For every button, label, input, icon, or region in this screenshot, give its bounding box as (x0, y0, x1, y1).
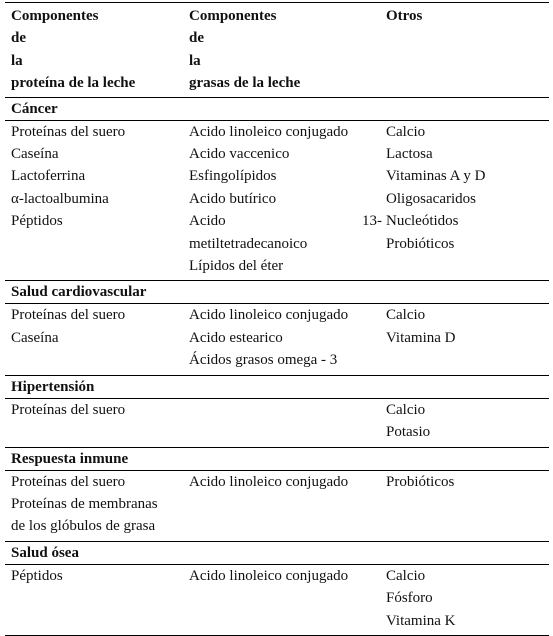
table-body (5, 98, 549, 636)
header-others (382, 5, 549, 95)
cell-word: 13- (362, 213, 382, 230)
table-header-row (5, 3, 549, 97)
cell-line: Calcio (386, 307, 426, 324)
protein-cell (5, 565, 186, 632)
cell-line: Péptidos (11, 213, 63, 230)
cell-line: Proteínas del suero (11, 401, 126, 418)
cell-line: Calcio (386, 123, 426, 140)
header-word: la (11, 52, 23, 69)
cell-line (189, 210, 382, 232)
cell-line: Ácidos grasos omega - 3 (189, 352, 338, 369)
cell-line: Acido linoleico conjugado (189, 473, 349, 490)
cell-line: Oligosacaridos (386, 190, 476, 207)
cell-line: Péptidos (11, 567, 63, 584)
cell-line: Vitamina D (386, 329, 456, 346)
cell-line: Nucleótidos (386, 213, 459, 230)
cell-word: Acido (189, 213, 226, 230)
header-col2-line1 (189, 5, 382, 72)
header-word: Componentes (11, 8, 99, 24)
header-word: la (189, 52, 201, 69)
table-row (5, 565, 549, 635)
section-title: Cáncer (11, 100, 58, 117)
cell-line: Calcio (386, 567, 426, 584)
cell-line: Caseína (11, 329, 59, 346)
cell-line: Proteínas de membranas (11, 495, 158, 512)
others-cell (382, 399, 549, 444)
cell-line: Proteínas del suero (11, 473, 126, 490)
protein-cell (5, 121, 186, 278)
header-word: de (11, 30, 26, 47)
cell-line: Acido estearico (189, 329, 283, 346)
cell-line: Proteínas del suero (11, 307, 126, 324)
section-title: Salud cardiovascular (11, 284, 147, 301)
cell-line: Lactoferrina (11, 168, 86, 185)
cell-line: Probióticos (386, 235, 455, 252)
cell-line: de los glóbulos de grasa (11, 518, 156, 535)
table-row (5, 121, 549, 281)
section-title: Salud ósea (11, 544, 79, 561)
header-col2-line2: grasas de la leche (189, 75, 301, 92)
section-title: Respuesta inmune (11, 450, 129, 467)
section-title: Hipertensión (11, 378, 95, 395)
others-cell (382, 471, 549, 538)
cell-line: Caseína (11, 146, 59, 163)
header-word: de (189, 30, 204, 47)
cell-line: Fósforo (386, 590, 433, 607)
fat-cell (186, 471, 382, 538)
header-word: Componentes (189, 8, 277, 24)
cell-line: Probióticos (386, 473, 455, 490)
cell-line: Esfingolípidos (189, 168, 277, 185)
others-cell (382, 121, 549, 278)
others-cell (382, 304, 549, 371)
cell-line: Vitamina K (386, 612, 456, 629)
protein-cell (5, 471, 186, 538)
cell-line: Acido butírico (189, 190, 277, 207)
cell-line: Calcio (386, 401, 426, 418)
header-col1-line2: proteína de la leche (11, 75, 136, 92)
table-row (5, 399, 549, 447)
cell-line: Acido linoleico conjugado (189, 123, 349, 140)
header-col3: Otros (386, 8, 423, 24)
cell-line: Potasio (386, 424, 431, 441)
cell-line: Acido linoleico conjugado (189, 567, 349, 584)
cell-line: Lípidos del éter (189, 258, 284, 275)
cell-line: Acido linoleico conjugado (189, 307, 349, 324)
table-row (5, 304, 549, 374)
protein-cell (5, 304, 186, 371)
header-protein-components (5, 5, 186, 95)
fat-cell (186, 304, 382, 371)
header-col1-line1 (11, 5, 186, 72)
cell-line: α-lactoalbumina (11, 190, 109, 207)
fat-cell (186, 399, 382, 444)
cell-line: metiltetradecanoico (189, 235, 308, 252)
header-fat-components (186, 5, 382, 95)
others-cell (382, 565, 549, 632)
fat-cell (186, 121, 382, 278)
cell-line: Lactosa (386, 146, 433, 163)
protein-cell (5, 399, 186, 444)
cell-line: Acido vaccenico (189, 146, 290, 163)
cell-line: Proteínas del suero (11, 123, 126, 140)
cell-line: Vitaminas A y D (386, 168, 486, 185)
milk-components-table (5, 2, 549, 636)
table-row (5, 471, 549, 541)
fat-cell (186, 565, 382, 632)
